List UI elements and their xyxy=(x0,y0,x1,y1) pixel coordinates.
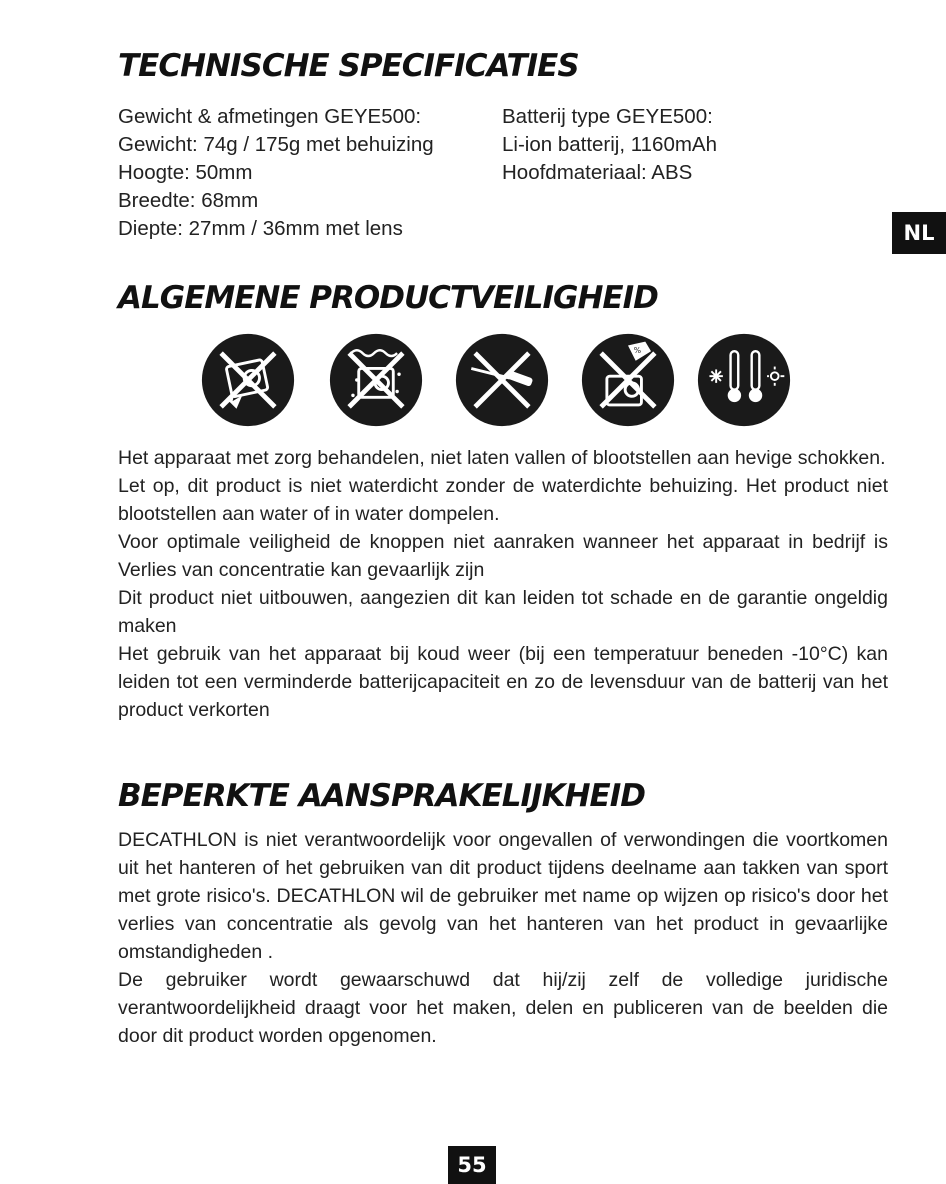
no-disassemble-icon xyxy=(454,332,550,428)
spec-item: Hoogte: 50mm xyxy=(118,161,253,184)
temperature-range-icon xyxy=(696,332,792,428)
safety-paragraph: Het apparaat met zorg behandelen, niet laten vallen of blootstellen aan hevige schokken. xyxy=(118,447,886,469)
spec-item: Breedte: 68mm xyxy=(118,189,259,212)
safety-paragraph: Dit product niet uitbouwen, aangezien dit kan leiden tot schade en de garantie ongeldig maken xyxy=(118,587,888,637)
spec-list-dimensions xyxy=(118,103,434,243)
safety-paragraph: Het gebruik van het apparaat bij koud weer (bij een temperatuur beneden -10°C) kan leiden tot een verminderde batterijcapaciteit en zo de levensduur van de batterij van het product verkorten xyxy=(118,643,888,721)
spec-item: Gewicht & afmetingen GEYE500: xyxy=(118,105,422,128)
safety-paragraph: Voor optimale veiligheid de knoppen niet aanraken wanneer het apparaat in bedrijf is Verlies van concentratie kan gevaarlijk zijn xyxy=(118,531,888,581)
spec-list-battery xyxy=(502,103,717,187)
spec-item: Diepte: 27mm / 36mm met lens xyxy=(118,217,403,240)
safety-paragraph: Let op, dit product is niet waterdicht zonder de waterdichte behuizing. Het product niet blootstellen aan water of in water dompelen. xyxy=(118,475,888,525)
svg-text:%: % xyxy=(633,346,642,356)
safety-instructions xyxy=(118,444,888,724)
no-solvent-icon xyxy=(580,332,676,428)
language-tab: NL xyxy=(892,212,946,254)
section-title-technical-specs: TECHNISCHE SPECIFICATIES xyxy=(118,48,579,84)
no-water-icon xyxy=(328,332,424,428)
spec-item: Hoofdmateriaal: ABS xyxy=(502,161,693,184)
no-drop-shock-icon xyxy=(200,332,296,428)
section-title-limited-liability: BEPERKTE AANSPRAKELIJKHEID xyxy=(118,778,645,814)
spec-item: Li-ion batterij, 1160mAh xyxy=(502,133,717,156)
liability-paragraph: De gebruiker wordt gewaarschuwd dat hij/zij zelf de volledige juridische verantwoordelijkheid draagt voor het maken, delen en publiceren van de beelden die door dit product worden opgenomen. xyxy=(118,969,888,1047)
section-title-product-safety: ALGEMENE PRODUCTVEILIGHEID xyxy=(118,280,658,316)
liability-paragraph: DECATHLON is niet verantwoordelijk voor ongevallen of verwondingen die voortkomen uit het hanteren of het gebruiken van dit product tijdens deelname aan takken van sport met grote risico's. DECATHLON wil de gebruiker met name op wijzen op risico's door het verlies van concentratie als gevolg van het hanteren van het product in gevaarlijke omstandigheden . xyxy=(118,829,888,963)
spec-item: Batterij type GEYE500: xyxy=(502,105,713,128)
liability-text xyxy=(118,826,888,1050)
page-number: 55 xyxy=(448,1146,496,1184)
spec-item: Gewicht: 74g / 175g met behuizing xyxy=(118,133,434,156)
